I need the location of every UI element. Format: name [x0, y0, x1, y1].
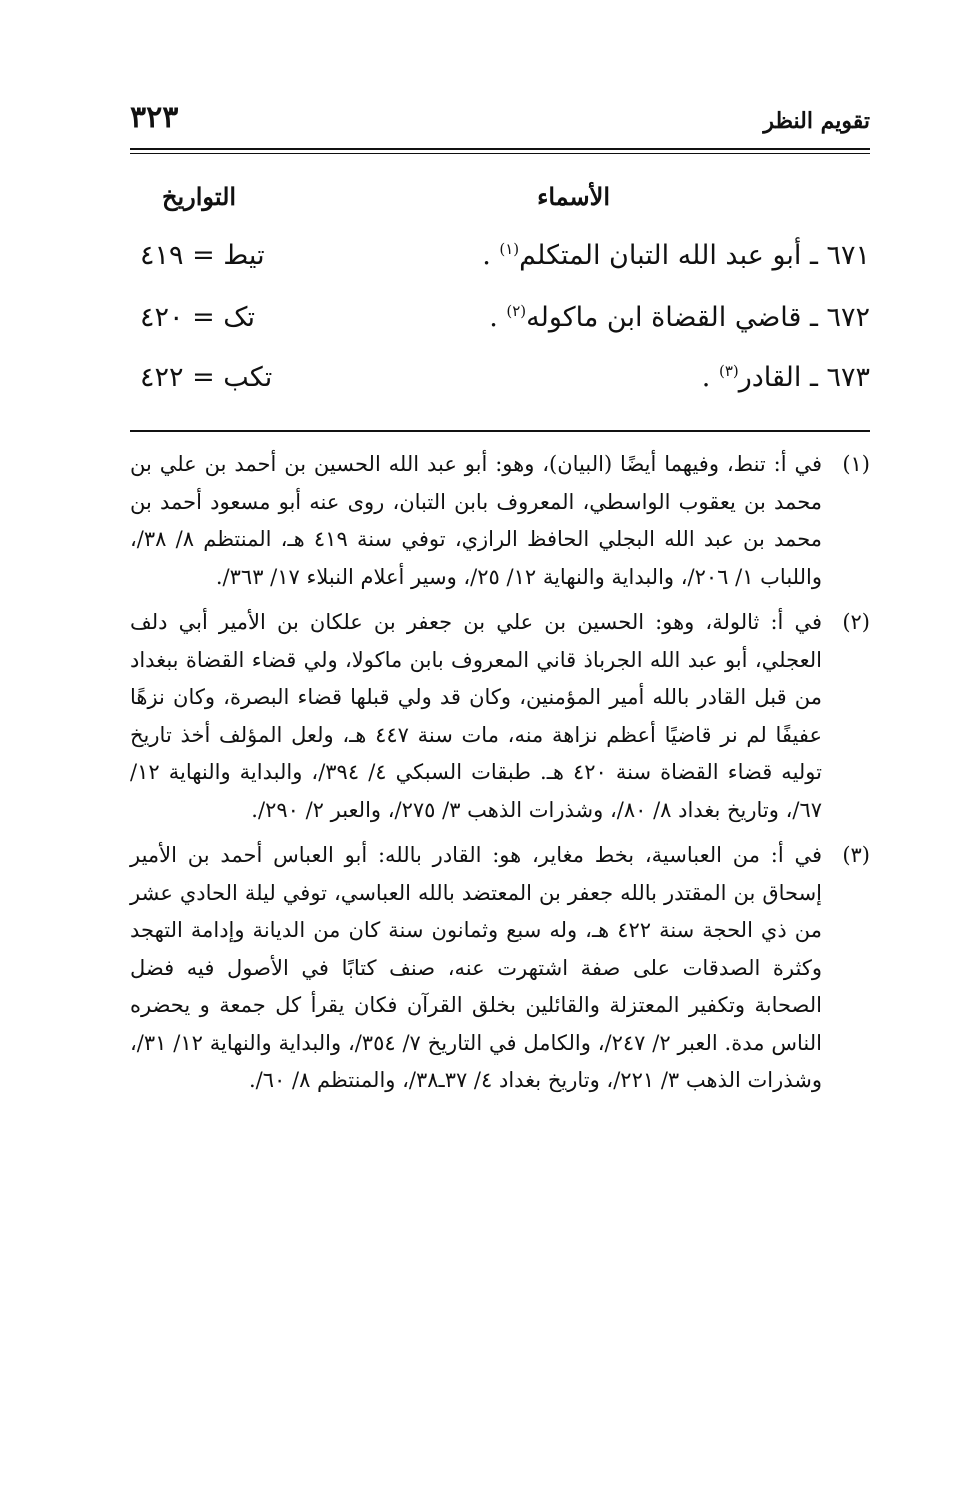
footnote-text: في أ: تنط، وفيهما أيضًا (البيان)، وهو: أبو عبد الله الحسين بن أحمد بن علي بن محمد بن يعقوب الواسطي، المعروف بابن التبان، روى عنه أبو مسعود أحمد بن محمد بن عبد الله البجلي الحافظ الرازي، توفي سنة ٤١٩ هـ، المنتظم ٨/ ٣٨/، واللباب ١/ ٢٠٦/، والبداية والنهاية ١٢/ ٢٥/، وسير أعلام النبلاء ١٧/ ٣٦٣/.: [130, 452, 822, 589]
column-header-names: الأسماء: [537, 182, 610, 211]
footnote: [130, 446, 870, 596]
footnote-number: (٣): [842, 843, 870, 867]
footnote-rule: [130, 430, 870, 432]
page-number: ٣٢٣: [130, 100, 179, 135]
entry-date: تک = ٤٢٠: [140, 302, 255, 333]
footnote-number: (١): [842, 452, 870, 476]
entry-name: ٦٧١ ـ أبو عبد الله التبان المتكلم$^{(١)}$ .: [482, 240, 870, 271]
footnote-number: (٢): [842, 610, 870, 634]
header-rule-thin: [130, 153, 870, 154]
footnote-ref[interactable]: (١): [499, 240, 520, 258]
entry-date: تکب = ٤٢٢: [140, 362, 273, 393]
column-header-dates: التواريخ: [162, 182, 237, 211]
running-head: [130, 100, 870, 140]
header-rule: [130, 148, 870, 150]
running-title: تقويم النظر: [763, 108, 870, 134]
footnote-text: في أ: من العباسية، بخط مغاير، هو: القادر بالله: أبو العباس أحمد بن الأمير إسحاق بن المقتدر بالله جعفر بن المعتضد بالله العباسي، توفي ليلة الحادي عشر من ذي الحجة سنة ٤٢٢ هـ، وله سبع وثمانون سنة كان من الديانة وإدامة التهجد وكثرة الصدقات على صفة اشتهرت عنه، صنف كتابًا في الأصول فيه فضل الصحابة وتكفير المعتزلة والقائلين بخلق القرآن فكان يقرأ كل جمعة و يحضره الناس مدة. العبر ٢/ ٢٤٧/، والكامل في التاريخ ٧/ ٣٥٤/، والبداية والنهاية ١٢/ ٣١/، وشذرات الذهب ٣/ ٢٢١/، وتاريخ بغداد ٤/ ٣٧ـ٣٨/، والمنتظم ٨/ ٦٠/.: [130, 843, 822, 1092]
entry-name: ٦٧٣ ـ القادر$^{(٣)}$ .: [701, 362, 870, 393]
entry-name: ٦٧٢ ـ قاضي القضاة ابن ماكوله$^{(٢)}$ .: [489, 302, 870, 333]
footnote-ref[interactable]: (٣): [718, 362, 739, 380]
footnote: [130, 604, 870, 829]
footnotes: [130, 446, 870, 1108]
entry-row: [130, 302, 870, 352]
entry-date: تيط = ٤١٩: [140, 240, 265, 271]
entry-row: [130, 240, 870, 290]
footnote-ref[interactable]: (٢): [506, 302, 527, 320]
footnote-text: في أ: ثالولة، وهو: الحسين بن علي بن جعفر بن علكان بن الأمير أبي دلف العجلي، أبو عبد الله الجرباذ قاني المعروف بابن ماكولا، ولي قضاء القضاة ببغداد من قبل القادر بالله أمير المؤمنين، وكان قد ولي قبلها قضاء البصرة، وكان نزهًا عفيفًا لم نر قاضيًا أعظم نزاهة منه، مات سنة ٤٤٧ هـ، ولعل المؤلف أخذ تاريخ توليه قضاء القضاة سنة ٤٢٠ هـ. طبقات السبكي ٤/ ٣٩٤/، والبداية والنهاية ١٢/ ٦٧/، وتاريخ بغداد ٨/ ٨٠/، وشذرات الذهب ٣/ ٢٧٥/، والعبر ٢/ ٢٩٠/.: [130, 610, 823, 822]
footnote: [130, 837, 870, 1100]
entry-row: [130, 362, 870, 412]
